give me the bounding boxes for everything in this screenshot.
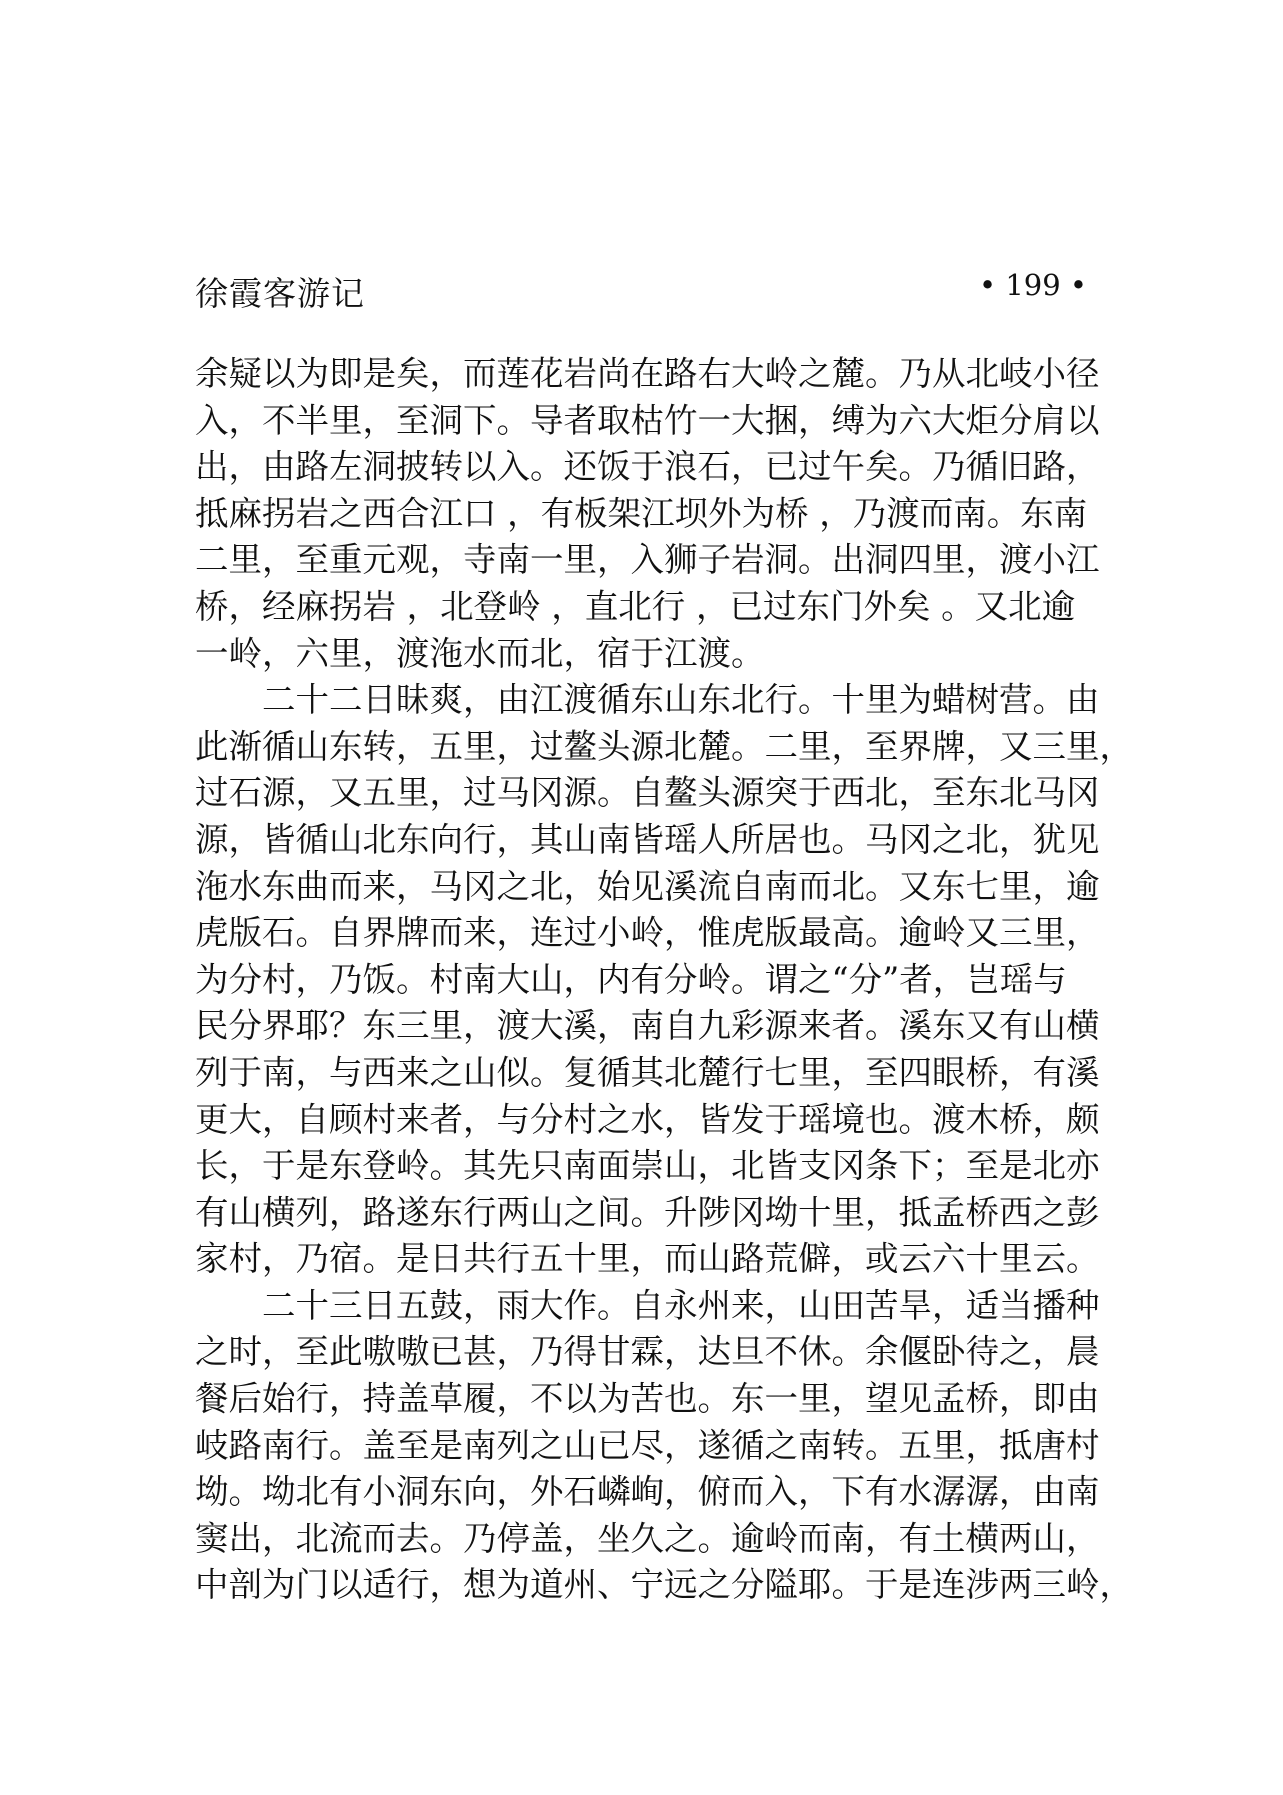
text-line: 坳。坳北有小洞东向，外石嶙峋，俯而入，下有水潺潺，由南 xyxy=(195,1472,1100,1512)
book-title: 徐霞客游记 xyxy=(195,274,365,313)
body-text xyxy=(195,351,1133,1609)
text-line: 之时，至此嗷嗷已甚，乃得甘霖，达旦不休。余偃卧待之，晨 xyxy=(195,1332,1100,1372)
text-line: 餐后始行，持盖草履，不以为苦也。东一里，望见孟桥，即由 xyxy=(195,1379,1100,1419)
text-line: 此渐循山东转，五里，过鳌头源北麓。二里，至界牌，又三里， xyxy=(195,726,1133,766)
text-line: 桥，经麻拐岩 ，北登岭 ，直北行 ，已过东门外矣 。又北逾 xyxy=(195,586,1076,626)
text-line: 民分界耶？东三里，渡大溪，南自九彩源来者。溪东又有山横 xyxy=(195,1006,1100,1046)
text-line: 入，不半里，至洞下。导者取枯竹一大捆，缚为六大炬分肩以 xyxy=(195,400,1100,440)
text-line: 源，皆循山北东向行，其山南皆瑶人所居也。马冈之北，犹见 xyxy=(195,819,1100,859)
text-line: 抵麻拐岩之西合江口 ，有板架江坝外为桥 ，乃渡而南。东南 xyxy=(195,493,1088,533)
text-line: 出，由路左洞披转以入。还饭于浪石，已过午矣。乃循旧路， xyxy=(195,447,1100,487)
text-line: 中剖为门以适行，想为道州、宁远之分隘耶。于是连涉两三岭， xyxy=(195,1565,1133,1605)
text-line: 列于南，与西来之山似。复循其北麓行七里，至四眼桥，有溪 xyxy=(195,1052,1100,1092)
text-line: 有山横列，路遂东行两山之间。升陟冈坳十里，抵孟桥西之彭 xyxy=(195,1192,1100,1232)
text-line: 虎版石。自界牌而来，连过小岭，惟虎版最高。逾岭又三里， xyxy=(195,913,1100,953)
text-line: 沲水东曲而来，马冈之北，始见溪流自南而北。又东七里，逾 xyxy=(195,866,1100,906)
running-header xyxy=(195,268,1087,318)
text-line: 二里，至重元观，寺南一里，入狮子岩洞。出洞四里，渡小江 xyxy=(195,540,1100,580)
text-line: 二十三日五鼓，雨大作。自永州来，山田苦旱，适当播种 xyxy=(262,1285,1100,1325)
page-number: • 199 • xyxy=(979,268,1087,302)
text-line: 二十二日昧爽，由江渡循东山东北行。十里为蜡树营。由 xyxy=(262,680,1100,720)
text-line: 更大，自顾村来者，与分村之水，皆发于瑶境也。渡木桥，颇 xyxy=(195,1099,1100,1139)
text-line: 窦出，北流而去。乃停盖，坐久之。逾岭而南，有土横两山， xyxy=(195,1518,1100,1558)
text-line: 一岭，六里，渡沲水而北，宿于江渡。 xyxy=(195,633,765,673)
text-line: 岐路南行。盖至是南列之山已尽，遂循之南转。五里，抵唐村 xyxy=(195,1425,1100,1465)
text-line: 余疑以为即是矣，而莲花岩尚在路右大岭之麓。乃从北岐小径 xyxy=(195,354,1100,393)
text-line: 为分村，乃饭。村南大山，内有分岭。谓之“分”者，岂瑶与 xyxy=(195,959,1067,999)
text-line: 长，于是东登岭。其先只南面崇山，北皆支冈条下；至是北亦 xyxy=(195,1146,1100,1186)
text-line: 过石源，又五里，过马冈源。自鳌头源突于西北，至东北马冈 xyxy=(195,773,1100,813)
text-line: 家村，乃宿。是日共行五十里，而山路荒僻，或云六十里云。 xyxy=(195,1239,1100,1279)
